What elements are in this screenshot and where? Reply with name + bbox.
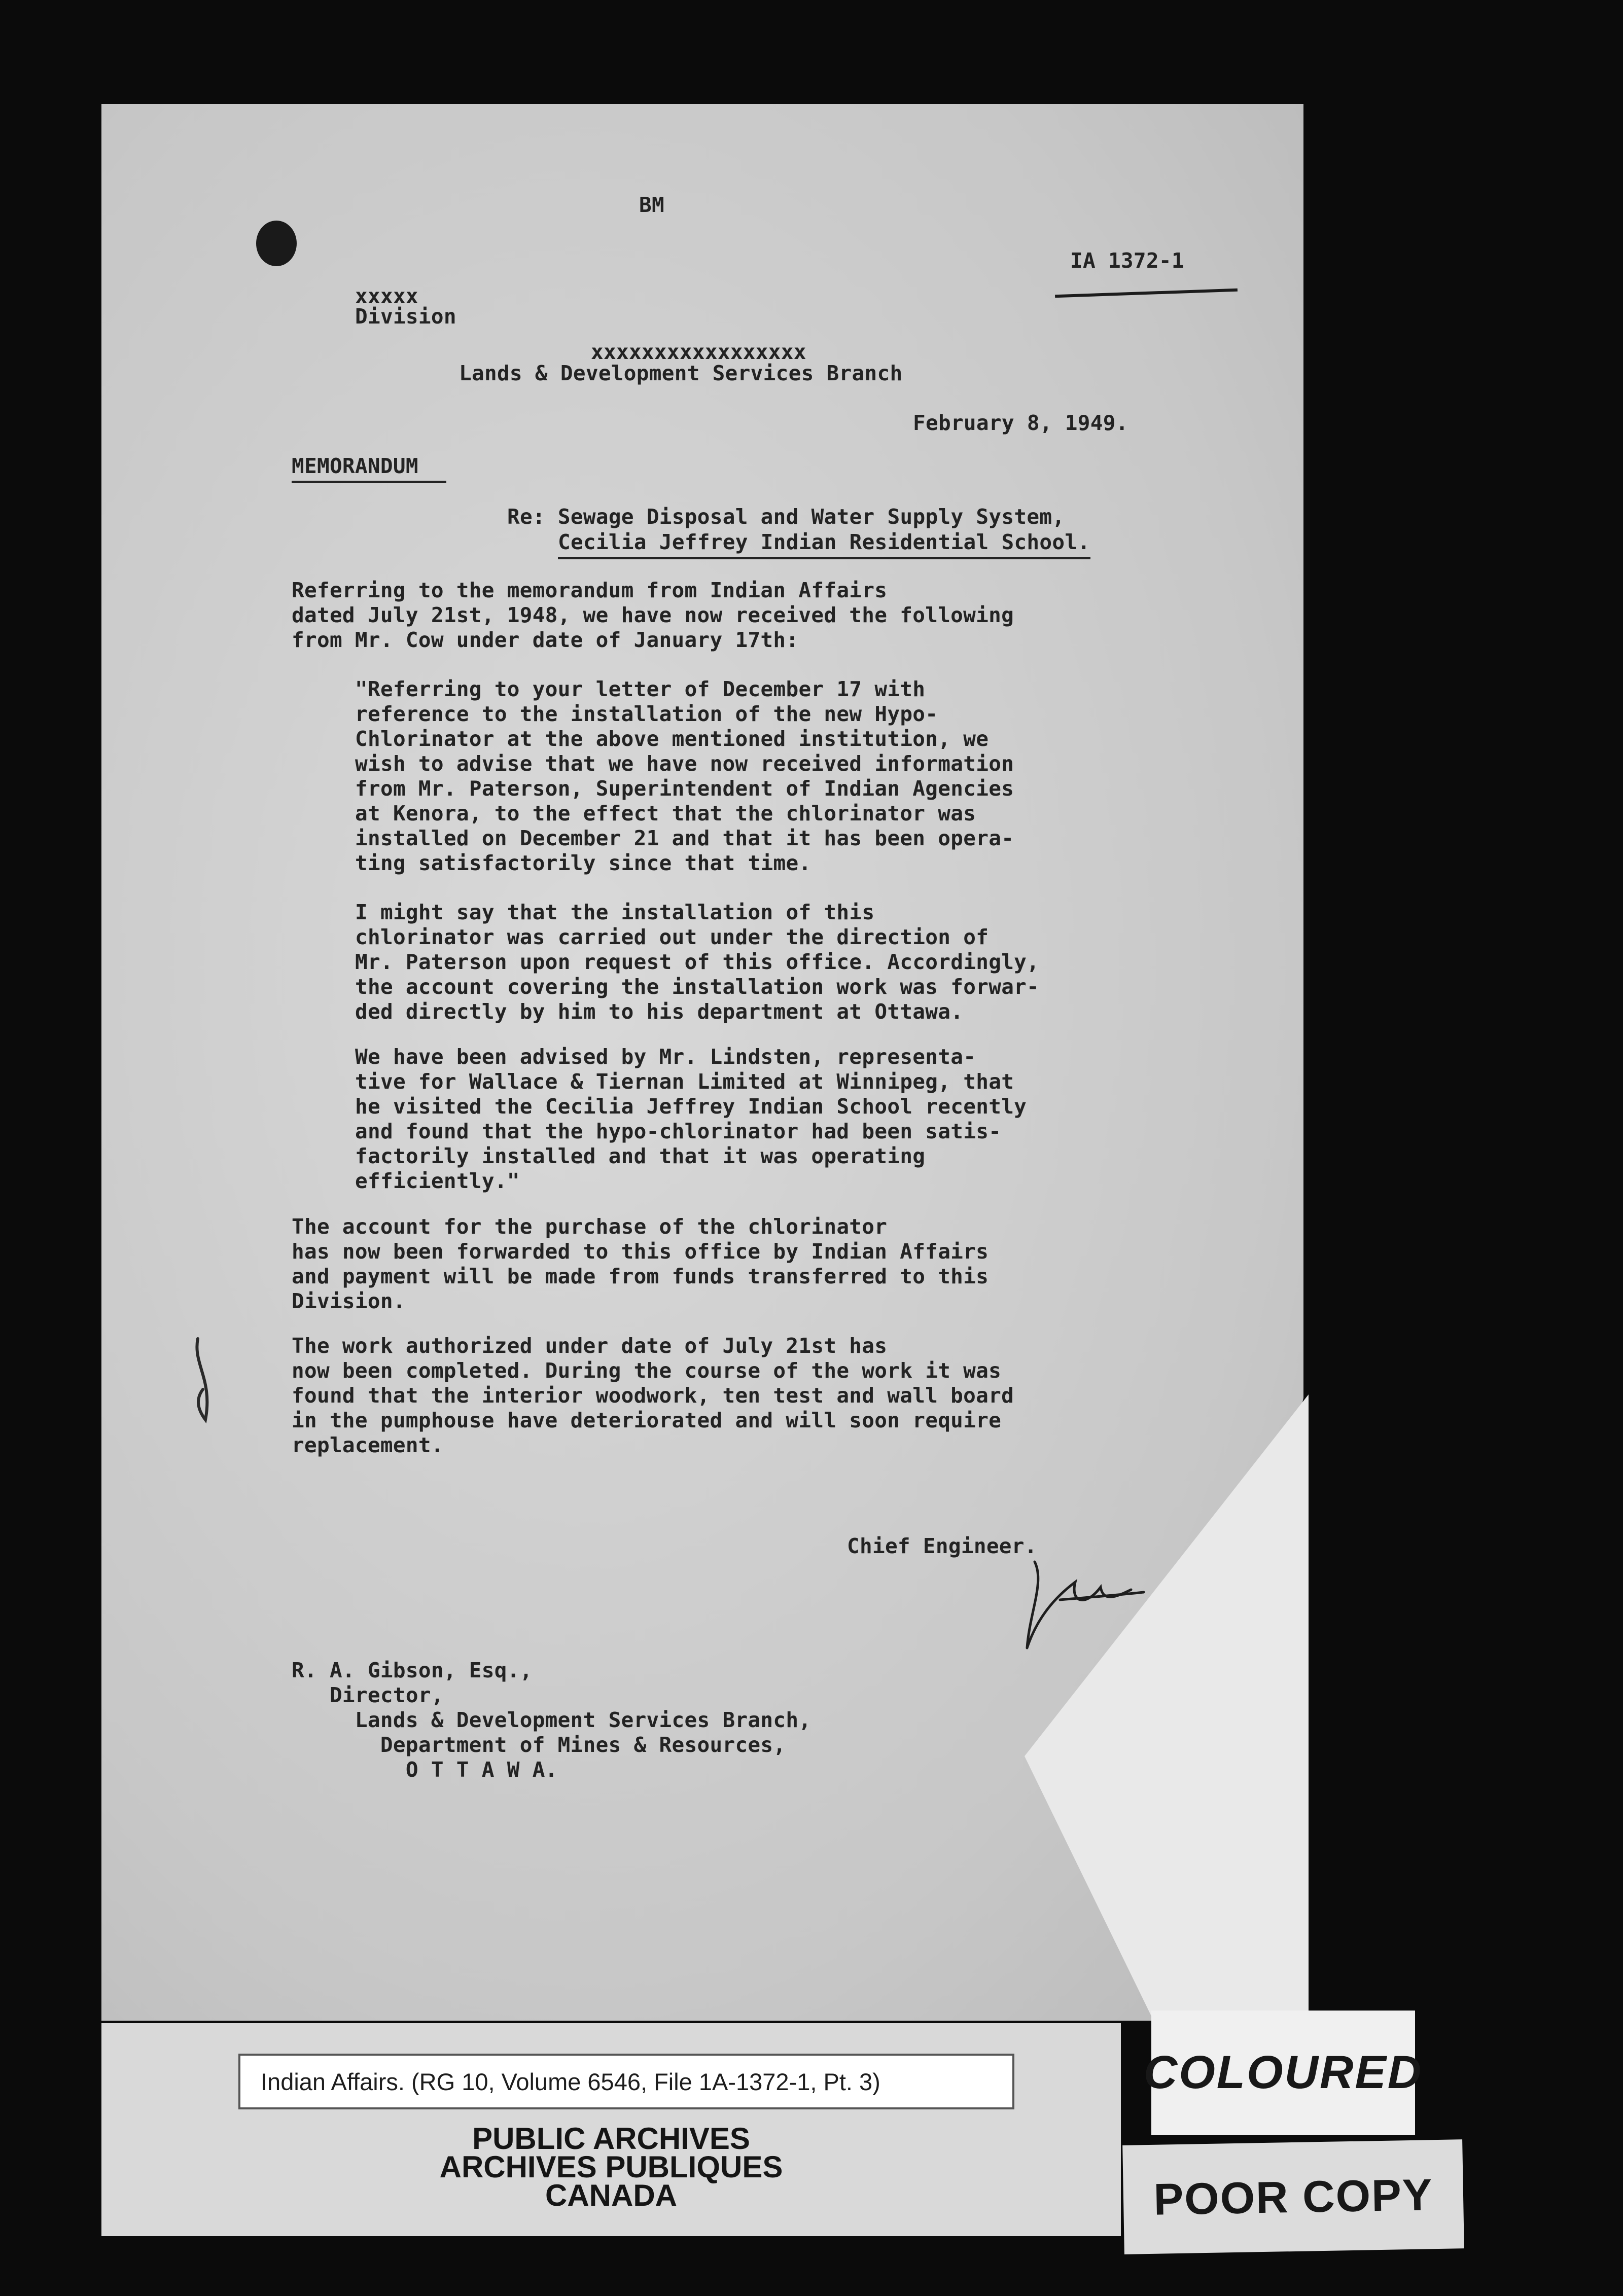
branch: Lands & Development Services Branch xyxy=(459,361,903,385)
archive-reference: Indian Affairs. (RG 10, Volume 6546, File 1A-1372-1, Pt. 3) xyxy=(261,2068,880,2095)
paragraph-1: Referring to the memorandum from Indian Affairs dated July 21st, 1948, we have now received the following from Mr. Cow under date of January 17th: xyxy=(292,578,1014,652)
division: Division xyxy=(355,304,456,329)
archive-name-line-2: ARCHIVES PUBLIQUES xyxy=(439,2150,783,2184)
memo-heading-underline xyxy=(292,481,446,483)
coloured-label-text: COLOURED xyxy=(1143,2047,1423,2098)
poor-copy-label-text: POOR COPY xyxy=(1153,2169,1434,2225)
quote-paragraph-2: I might say that the installation of this chlorinator was carried out under the direction of Mr. Paterson upon request of this office. Accordingly, the account covering the installation work was forwar- ded directly by him to his department at Ottawa. xyxy=(355,900,1040,1024)
archive-name-line-3: CANADA xyxy=(545,2178,677,2212)
margin-pencil-mark xyxy=(183,1334,228,1425)
branch-struck: xxxxxxxxxxxxxxxxx xyxy=(591,340,806,364)
addressee-block: R. A. Gibson, Esq., Director, Lands & Development Services Branch, Department of Mines & Resources, O T T A W A. xyxy=(292,1658,812,1782)
quote-paragraph-1: "Referring to your letter of December 17 with reference to the installation of the new Hypo- Chlorinator at the above mentioned institution, we wish to advise that we have now received information from Mr. Paterson, Superintendent of Indian Agencies at Kenora, to the effect that the chlorinator was installed on December 21 and that it has been opera- ting satisfactorily since that time. xyxy=(355,677,1014,875)
poor-copy-label xyxy=(1122,2139,1464,2254)
header-initials: BM xyxy=(639,193,664,217)
handwritten-initials xyxy=(1014,1552,1146,1653)
quote-paragraph-3: We have been advised by Mr. Lindsten, representa- tive for Wallace & Tiernan Limited at Winnipeg, that he visited the Cecilia Jeffrey Indian School recently and found that the hypo-chlorinator had been satis- factorily installed and that it was operating efficiently." xyxy=(355,1045,1027,1193)
coloured-label xyxy=(1143,2011,1423,2135)
archive-name xyxy=(101,2122,1121,2212)
re-line-1: Re: Sewage Disposal and Water Supply System, xyxy=(507,505,1065,529)
re-line-2: Cecilia Jeffrey Indian Residential School. xyxy=(558,530,1090,554)
re-underline xyxy=(558,557,1090,559)
archive-name-line-1: PUBLIC ARCHIVES xyxy=(472,2122,750,2156)
signature-title: Chief Engineer. xyxy=(847,1534,1037,1558)
paragraph-2: The account for the purchase of the chlorinator has now been forwarded to this office by Indian Affairs and payment will be made from funds transferred to this Division. xyxy=(292,1214,989,1313)
archive-strip xyxy=(101,2023,1121,2236)
file-number: IA 1372-1 xyxy=(1070,248,1184,273)
archive-reference-box xyxy=(238,2054,1014,2109)
memo-date: February 8, 1949. xyxy=(913,411,1128,435)
division-struck: xxxxx xyxy=(355,284,418,308)
memo-heading: MEMORANDUM xyxy=(292,454,418,478)
paragraph-3: The work authorized under date of July 21st has now been completed. During the course of the work it was found that the interior woodwork, ten test and wall board in the pumphouse have deteriorated and will soon require replacement. xyxy=(292,1334,1014,1457)
ink-blotch xyxy=(256,221,297,266)
